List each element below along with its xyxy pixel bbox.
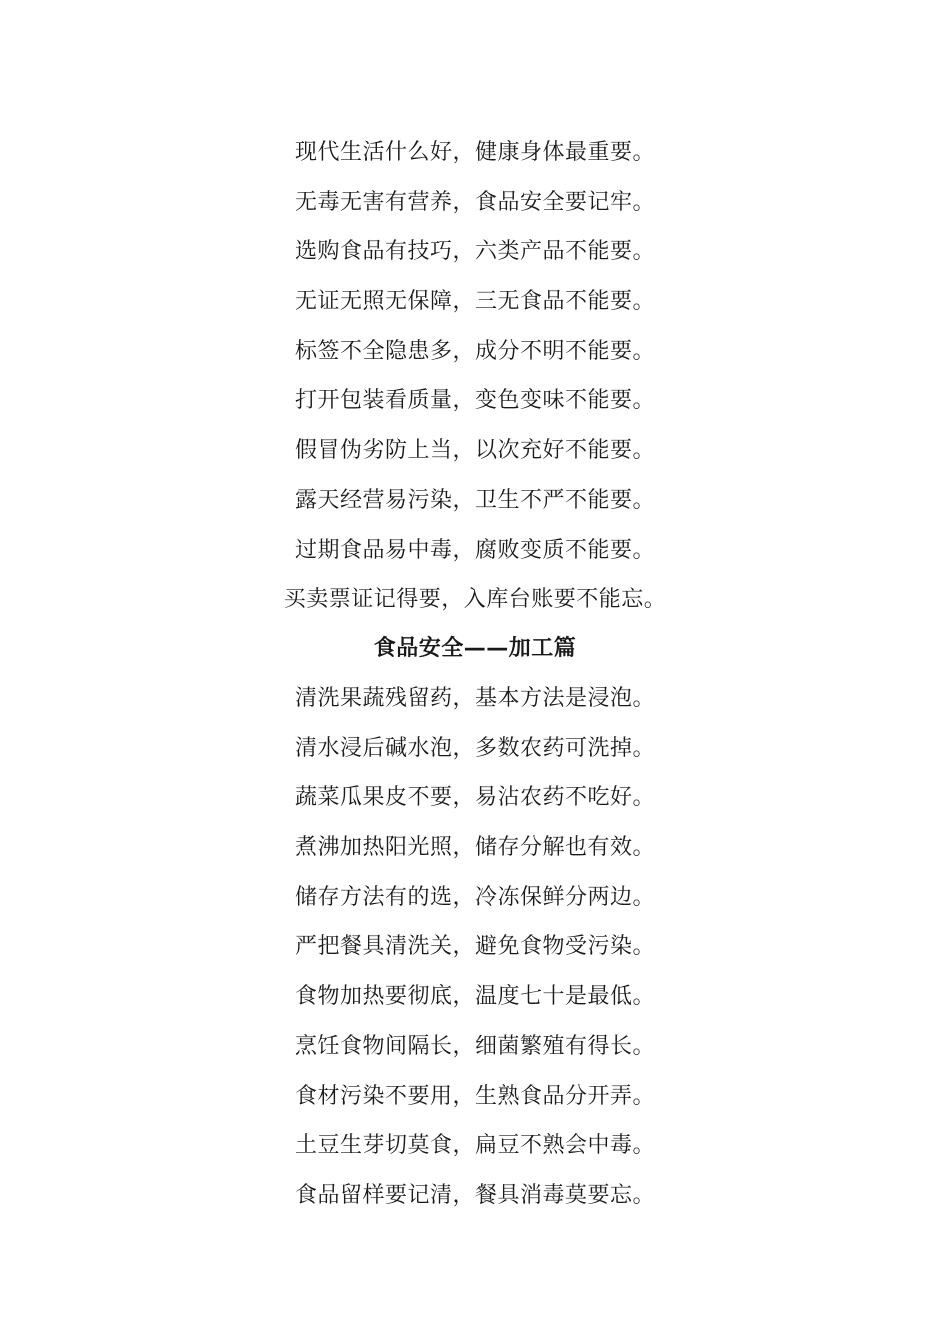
verse-line-text: 食品留样要记清，餐具消毒莫要忘。 <box>294 1182 655 1208</box>
verse-line <box>0 724 950 774</box>
verse-line-text: 过期食品易中毒，腐败变质不能要。 <box>294 537 655 563</box>
verse-line <box>0 526 950 576</box>
verse-line-text: 露天经营易污染，卫生不严不能要。 <box>294 487 655 513</box>
verse-line <box>0 128 950 178</box>
verse-block-processing <box>0 674 950 1221</box>
verse-line-text: 清水浸后碱水泡，多数农药可洗掉。 <box>294 735 655 761</box>
verse-line <box>0 575 950 625</box>
verse-line <box>0 1072 950 1122</box>
verse-line-text: 选购食品有技巧，六类产品不能要。 <box>294 239 655 265</box>
verse-line <box>0 922 950 972</box>
verse-line <box>0 178 950 228</box>
verse-line <box>0 674 950 724</box>
verse-line-text: 煮沸加热阳光照，储存分解也有效。 <box>294 835 655 861</box>
verse-line <box>0 1171 950 1221</box>
verse-line-text: 无毒无害有营养，食品安全要记牢。 <box>294 189 655 215</box>
verse-line <box>0 873 950 923</box>
verse-line-text: 买卖票证记得要，入库台账要不能忘。 <box>283 587 667 613</box>
verse-line-text: 标签不全隐患多，成分不明不能要。 <box>294 338 655 364</box>
verse-line-text: 严把餐具清洗关，避免食物受污染。 <box>294 934 655 960</box>
verse-line <box>0 476 950 526</box>
verse-line <box>0 376 950 426</box>
verse-line-text: 蔬菜瓜果皮不要，易沾农药不吃好。 <box>294 785 655 811</box>
section-heading: 食品安全——加工篇 <box>373 636 577 661</box>
verse-line <box>0 426 950 476</box>
verse-line <box>0 277 950 327</box>
verse-line <box>0 1121 950 1171</box>
verse-line-text: 打开包装看质量，变色变味不能要。 <box>294 388 655 414</box>
verse-line-text: 土豆生芽切莫食，扁豆不熟会中毒。 <box>294 1133 655 1159</box>
verse-line-text: 现代生活什么好，健康身体最重要。 <box>294 140 655 165</box>
verse-line-text: 食物加热要彻底，温度七十是最低。 <box>294 984 655 1010</box>
verse-line <box>0 972 950 1022</box>
verse-line-text: 储存方法有的选，冷冻保鲜分两边。 <box>294 884 655 910</box>
verse-line-text: 假冒伪劣防上当，以次充好不能要。 <box>294 438 655 464</box>
verse-line-text: 无证无照无保障，三无食品不能要。 <box>294 289 655 315</box>
verse-line <box>0 823 950 873</box>
verse-block-purchasing <box>0 128 950 625</box>
verse-line <box>0 227 950 277</box>
verse-line-text: 清洗果蔬残留药，基本方法是浸泡。 <box>294 686 655 711</box>
section-heading-wrap <box>0 624 950 674</box>
verse-line-text: 食材污染不要用，生熟食品分开弄。 <box>294 1083 655 1109</box>
verse-line-text: 烹饪食物间隔长，细菌繁殖有得长。 <box>294 1033 655 1059</box>
verse-line <box>0 1022 950 1072</box>
verse-line <box>0 773 950 823</box>
verse-line <box>0 327 950 377</box>
